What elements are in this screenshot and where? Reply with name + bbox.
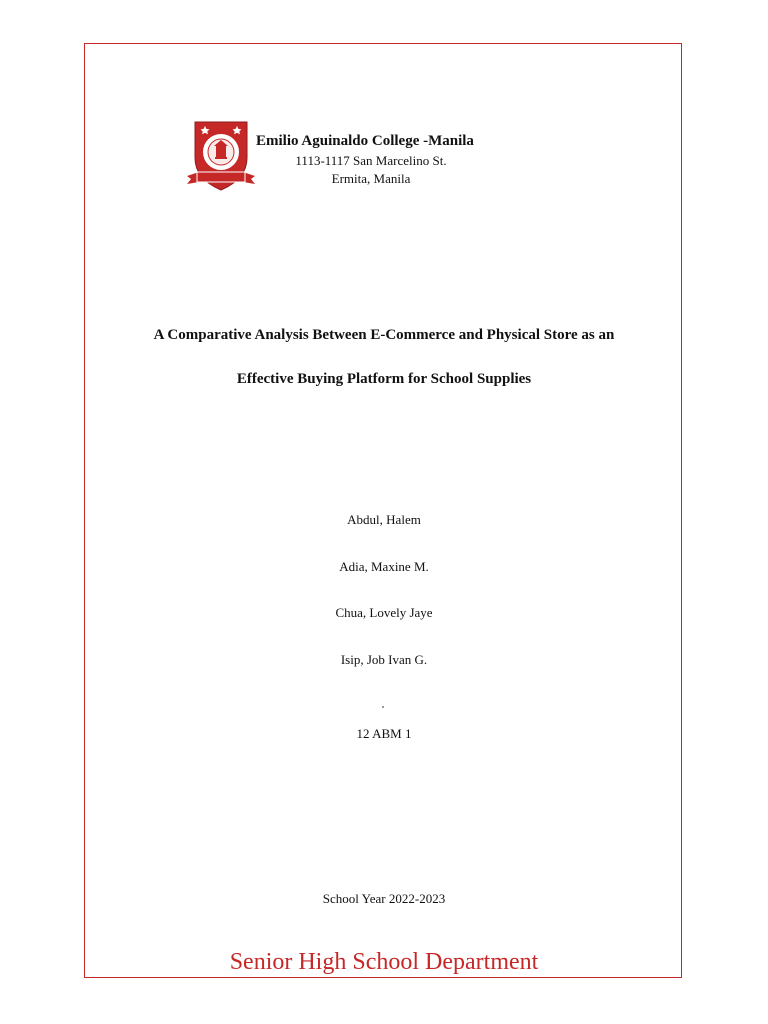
school-name: Emilio Aguinaldo College -Manila [256, 133, 474, 149]
section-label: 12 ABM 1 [356, 726, 412, 741]
research-title-line-1: A Comparative Analysis Between E-Commerce and Physical Store as an [153, 327, 615, 343]
address-line-2: Ermita, Manila [331, 171, 411, 186]
author-name: Adia, Maxine M. [339, 559, 429, 574]
author-name: Isip, Job Ivan G. [340, 652, 428, 667]
stray-dot [382, 706, 384, 708]
school-seal-icon [185, 118, 257, 194]
author-name: Abdul, Halem [347, 512, 421, 527]
author-name: Chua, Lovely Jaye [335, 605, 433, 620]
research-title-line-2: Effective Buying Platform for School Supplies [236, 371, 532, 387]
address-line-1: 1113-1117 San Marcelino St. [295, 153, 447, 168]
department-label: Senior High School Department [229, 949, 539, 975]
school-year: School Year 2022-2023 [322, 891, 446, 906]
